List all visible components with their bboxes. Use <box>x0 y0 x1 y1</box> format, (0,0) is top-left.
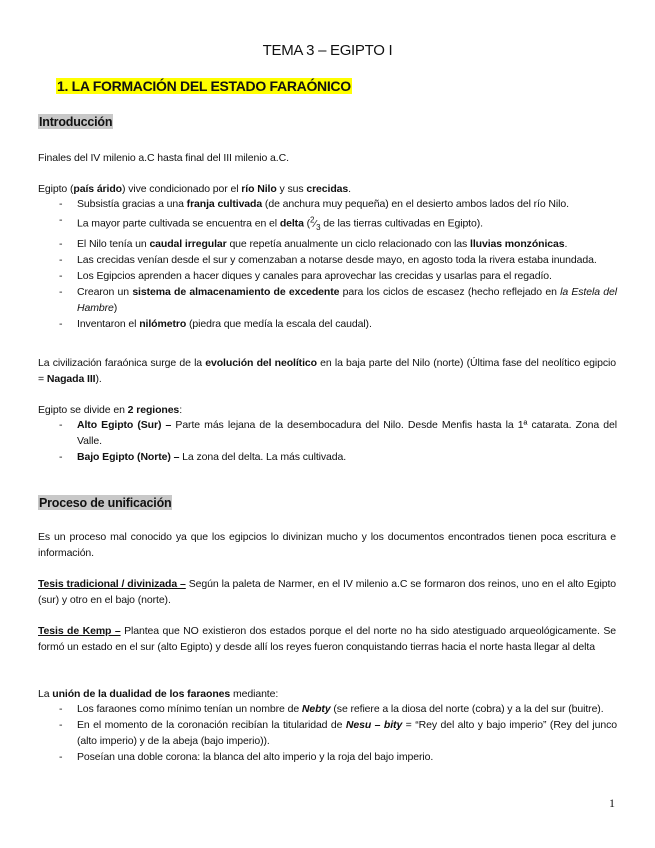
chronology-paragraph: Finales del IV milenio a.C hasta final del III milenio a.C. <box>38 152 289 164</box>
union-list <box>0 701 655 765</box>
nile-facts-list <box>0 196 655 332</box>
regions-paragraph: Egipto se divide en 2 regiones: <box>38 404 183 416</box>
list-item: - El Nilo tenía un caudal irregular que repetía anualmente un ciclo relacionado con las lluvias monzónicas. <box>59 237 568 250</box>
page-number: 1 <box>609 796 615 810</box>
list-item: - En el momento de la coronación recibían la titularidad de Nesu – bity = “Rey del alto y bajo imperio” (Rey del junco (alto imperio) y de la abeja (bajo imperio)). <box>59 719 617 747</box>
list-item: - Poseían una doble corona: la blanca del alto imperio y la roja del bajo imperio. <box>59 751 434 763</box>
list-item: - Subsistía gracias a una franja cultivada (de anchura muy pequeña) en el desierto ambos lados del río Nilo. <box>59 198 569 210</box>
civilization-paragraph: La civilización faraónica surge de la evolución del neolítico en la baja parte del Nilo (norte) (Última fase del neolítico egipcio = Nagada III). <box>38 357 616 385</box>
unification-intro-paragraph: Es un proceso mal conocido ya que los egipcios lo divinizan mucho y los documentos encontrados tienen poca escritura e información. <box>38 531 616 559</box>
traditional-thesis-paragraph: Tesis tradicional / divinizada – Según la paleta de Narmer, en el IV milenio a.C se formaron dos reinos, uno en el alto Egipto (sur) y otro en el bajo (norte). <box>38 578 617 606</box>
unification-heading: Proceso de unificación <box>39 496 172 510</box>
section-heading: 1. LA FORMACIÓN DEL ESTADO FARAÓNICO <box>57 78 351 94</box>
intro-heading: Introducción <box>39 115 113 129</box>
egypt-paragraph: Egipto (país árido) vive condicionado por el río Nilo y sus crecidas. <box>38 183 351 195</box>
list-item: - Los faraones como mínimo tenían un nombre de Nebty (se refiere a la diosa del norte (cobra) y a la del sur (buitre). <box>59 703 604 715</box>
list-item: - Inventaron el nilómetro (piedra que medía la escala del caudal). <box>59 317 372 330</box>
regions-list <box>0 417 655 465</box>
list-item: - La mayor parte cultivada se encuentra en el delta ($^2⁄_3$ de las tierras cultivadas en Egipto). <box>59 214 483 232</box>
union-paragraph: La unión de la dualidad de los faraones mediante: <box>38 688 279 700</box>
list-item: - Las crecidas venían desde el sur y comenzaban a notarse desde mayo, en agosto toda la rivera estaba inundada. <box>59 253 597 266</box>
page-title: TEMA 3 – EGIPTO I <box>262 42 393 59</box>
list-item: - Alto Egipto (Sur) – Parte más lejana de la desembocadura del Nilo. Desde Menfis hasta la 1ª catarata. Zona del Valle. <box>59 419 617 447</box>
list-item: - Los Egipcios aprenden a hacer diques y canales para aprovechar las crecidas y usarlas para el regadío. <box>59 269 552 282</box>
list-item: - Crearon un sistema de almacenamiento de excedente para los ciclos de escasez (hecho reflejado en la Estela del Hambre) <box>59 285 617 314</box>
list-item: - Bajo Egipto (Norte) – La zona del delta. La más cultivada. <box>59 451 347 463</box>
kemp-thesis-paragraph: Tesis de Kemp – Plantea que NO existieron dos estados porque el del norte no ha sido atestiguado arqueológicamente. Se formó un estado en el sur (alto Egipto) y desde allí los reyes fueron conquistando tierras hacia el norte hasta llegar al delta <box>38 625 616 653</box>
